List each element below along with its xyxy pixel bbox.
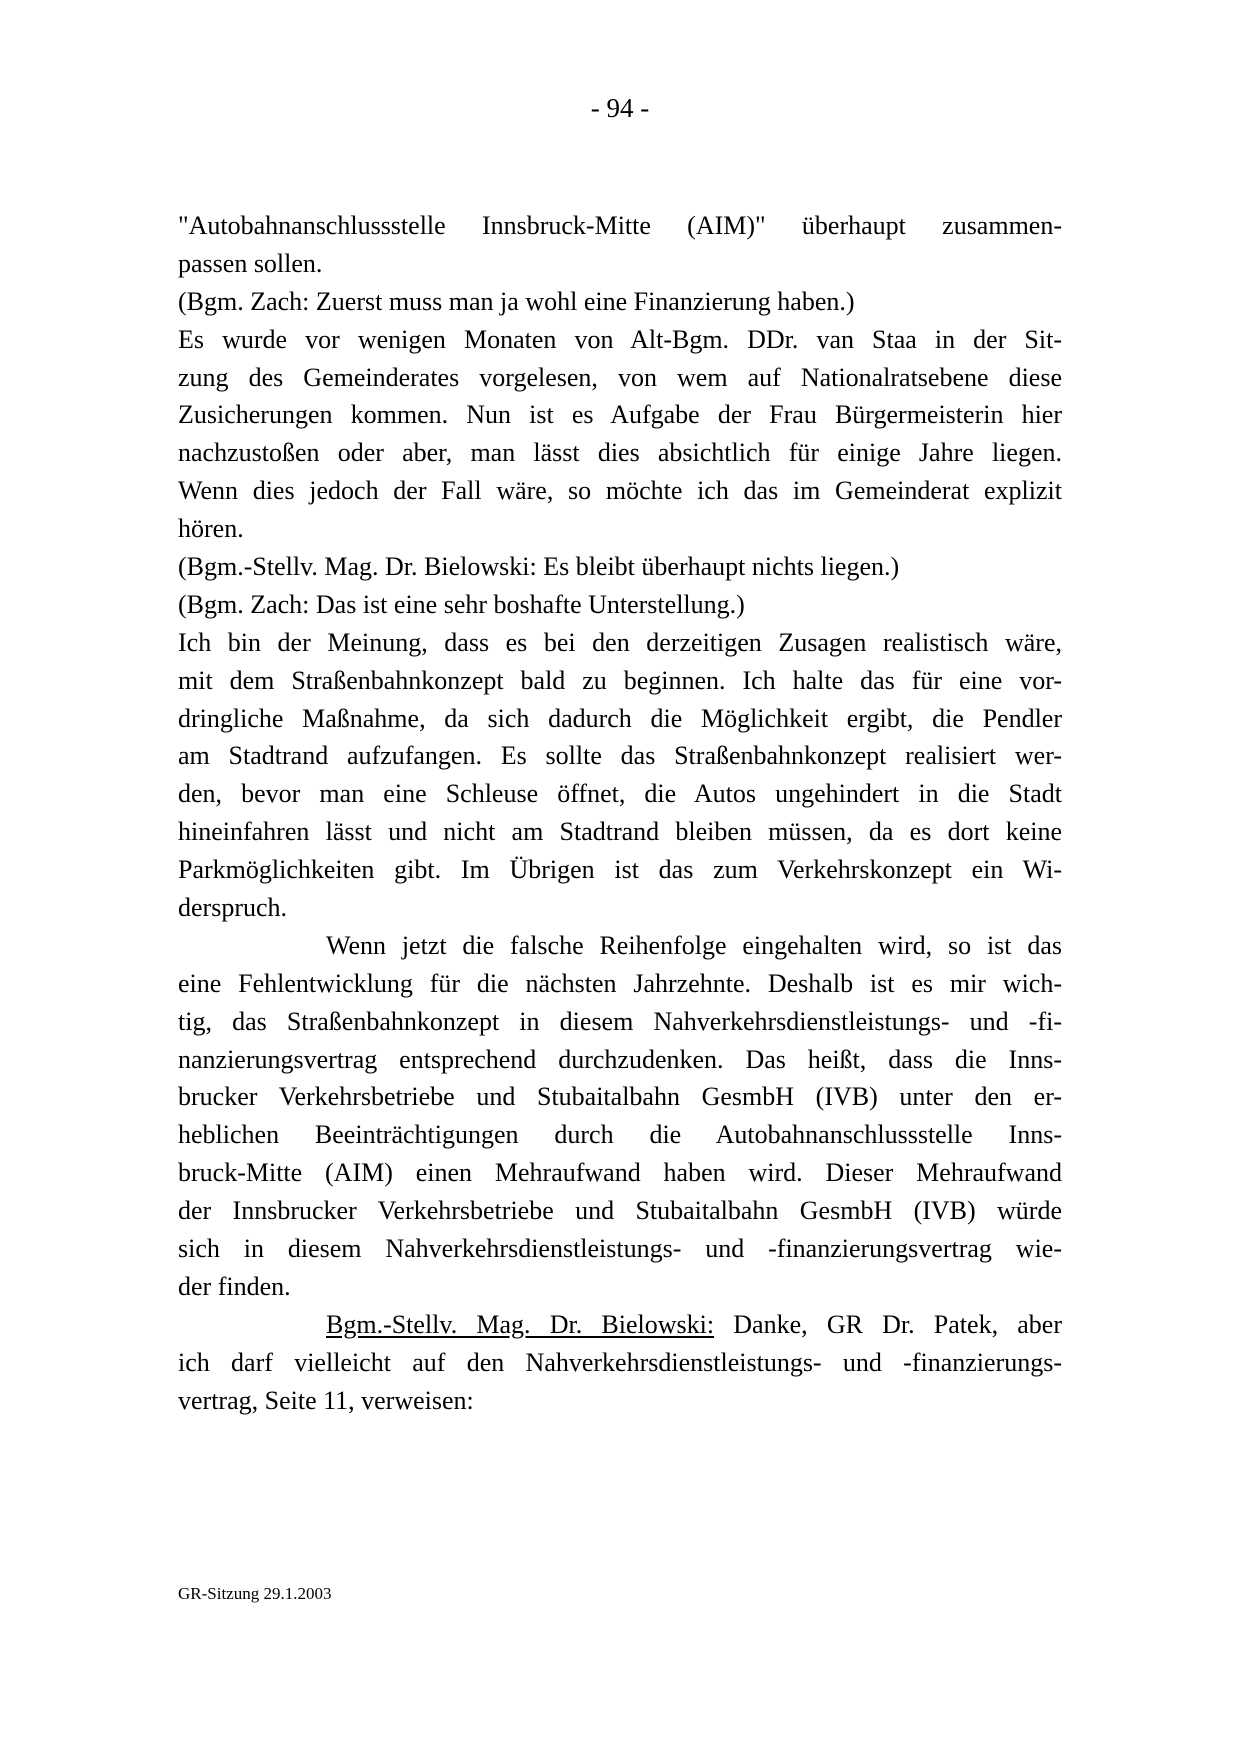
body-text (178, 207, 1062, 1420)
text-line: passen sollen. (178, 248, 323, 278)
speaker-line (178, 1306, 1062, 1344)
text-line: Zusicherungen kommen. Nun ist es Aufgabe der Frau Bürgermeisterin hier (178, 400, 1062, 430)
text-line: dringliche Maßnahme, da sich dadurch die Möglichkeit ergibt, die Pendler (178, 703, 1062, 733)
text-line: (Bgm.-Stellv. Mag. Dr. Bielowski: Es bleibt überhaupt nichts liegen.) (178, 552, 900, 582)
page-number: - 94 - (590, 93, 650, 123)
text-line: (Bgm. Zach: Zuerst muss man ja wohl eine Finanzierung haben.) (178, 286, 855, 316)
text-line: bruck-Mitte (AIM) einen Mehraufwand haben wird. Dieser Mehraufwand (178, 1158, 1062, 1188)
text-line: hineinfahren lässt und nicht am Stadtrand bleiben müssen, da es dort keine (178, 817, 1062, 847)
text-line: eine Fehlentwicklung für die nächsten Jahrzehnte. Deshalb ist es mir wich- (178, 968, 1062, 998)
text-line: derspruch. (178, 893, 288, 923)
speaker-name: Bgm.-Stellv. Mag. Dr. Bielowski: (326, 1309, 715, 1339)
footer-session-date: GR-Sitzung 29.1.2003 (178, 1584, 332, 1603)
text-line: Ich bin der Meinung, dass es bei den derzeitigen Zusagen realistisch wäre, (178, 627, 1062, 657)
text-line: der finden. (178, 1271, 291, 1301)
text-line: mit dem Straßenbahnkonzept bald zu beginnen. Ich halte das für eine vor- (178, 665, 1062, 695)
text-line: sich in diesem Nahverkehrsdienstleistungs- und -finanzierungsvertrag wie- (178, 1234, 1062, 1264)
text-line: brucker Verkehrsbetriebe und Stubaitalbahn GesmbH (IVB) unter den er- (178, 1082, 1062, 1112)
text-line: Wenn jetzt die falsche Reihenfolge eingehalten wird, so ist das (326, 930, 1062, 960)
text-line: am Stadtrand aufzufangen. Es sollte das Straßenbahnkonzept realisiert wer- (178, 741, 1062, 771)
text-line: tig, das Straßenbahnkonzept in diesem Nahverkehrsdienstleistungs- und -fi- (178, 1006, 1062, 1036)
text-line: den, bevor man eine Schleuse öffnet, die Autos ungehindert in die Stadt (178, 779, 1062, 809)
paragraph-lines (178, 207, 1062, 1306)
speaker-line-rest: Danke, GR Dr. Patek, aber (714, 1309, 1062, 1339)
text-line: hören. (178, 514, 244, 544)
text-line: zung des Gemeinderates vorgelesen, von wem auf Nationalratsebene diese (178, 362, 1062, 392)
text-line: heblichen Beeinträchtigungen durch die Autobahnanschlussstelle Inns- (178, 1120, 1062, 1150)
speaker-text-line: vertrag, Seite 11, verweisen: (178, 1385, 474, 1415)
speaker-text-line: ich darf vielleicht auf den Nahverkehrsdienstleistungs- und -finanzierungs- (178, 1347, 1062, 1377)
text-line: Parkmöglichkeiten gibt. Im Übrigen ist das zum Verkehrskonzept ein Wi- (178, 855, 1062, 885)
text-line: (Bgm. Zach: Das ist eine sehr boshafte Unterstellung.) (178, 589, 745, 619)
text-line: der Innsbrucker Verkehrsbetriebe und Stubaitalbahn GesmbH (IVB) würde (178, 1196, 1062, 1226)
text-line: "Autobahnanschlussstelle Innsbruck-Mitte (AIM)" überhaupt zusammen- (178, 211, 1062, 240)
text-line: Es wurde vor wenigen Monaten von Alt-Bgm. DDr. van Staa in der Sit- (178, 324, 1062, 354)
text-line: nachzustoßen oder aber, man lässt dies absichtlich für einige Jahre liegen. (178, 438, 1062, 468)
text-line: nanzierungsvertrag entsprechend durchzudenken. Das heißt, dass die Inns- (178, 1044, 1062, 1074)
text-line: Wenn dies jedoch der Fall wäre, so möchte ich das im Gemeinderat explizit (178, 476, 1062, 506)
